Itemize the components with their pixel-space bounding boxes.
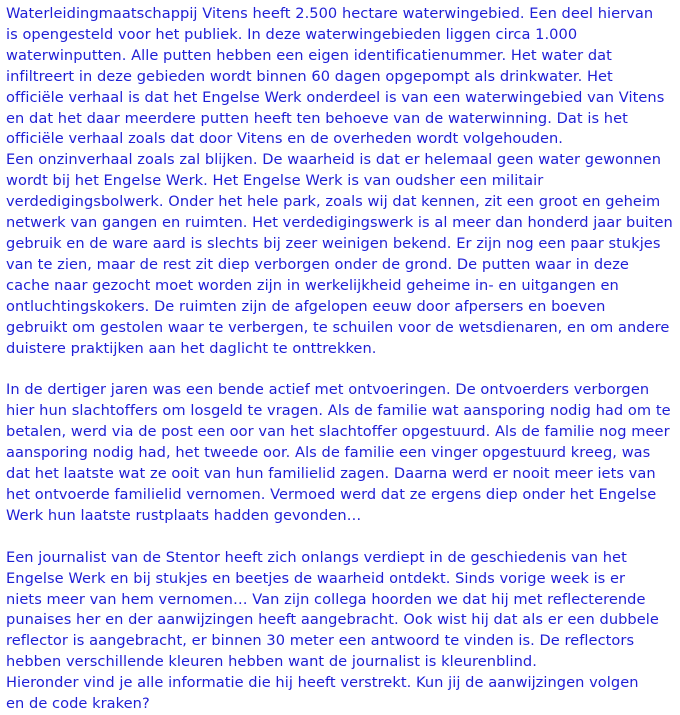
- text-line: hier hun slachtoffers om losgeld te vragen. Als de familie wat aansporing nodig had om te: [6, 402, 671, 420]
- text-line: netwerk van gangen en ruimten. Het verdedigingswerk is al meer dan honderd jaar buiten: [6, 214, 673, 232]
- text-line: het ontvoerde familielid vernomen. Vermoed werd dat ze ergens diep onder het Engelse: [6, 485, 657, 503]
- text-line: Hieronder vind je alle informatie die hij heeft verstrekt. Kun jij de aanwijzingen volgen: [6, 674, 639, 692]
- text-line: cache naar gezocht moet worden zijn in werkelijkheid geheime in- en uitgangen en: [6, 276, 619, 294]
- text-line: wordt bij het Engelse Werk. Het Engelse Werk is van oudsher een militair: [6, 172, 544, 190]
- text-line: duistere praktijken aan het daglicht te onttrekken.: [6, 339, 377, 357]
- paragraph-spacer: [6, 527, 674, 548]
- text-line: Werk hun laatste rustplaats hadden gevonden…: [6, 506, 362, 524]
- text-line: Een onzinverhaal zoals zal blijken. De waarheid is dat er helemaal geen water gewonnen: [6, 151, 662, 169]
- text-line: waterwinputten. Alle putten hebben een eigen identificatienummer. Het water dat: [6, 46, 612, 64]
- text-line: en de code kraken?: [6, 695, 150, 713]
- text-line: punaises her en der aanwijzingen heeft aangebracht. Ook wist hij dat als er een dubbele: [6, 611, 659, 629]
- text-line: officiële verhaal is dat het Engelse Werk onderdeel is van een waterwingebied van Vitens: [6, 88, 665, 106]
- text-line: Een journalist van de Stentor heeft zich onlangs verdiept in de geschiedenis van het: [6, 548, 627, 566]
- text-line: Engelse Werk en bij stukjes en beetjes de waarheid ontdekt. Sinds vorige week is er: [6, 569, 626, 587]
- text-line: gebruik en de ware aard is slechts bij zeer weinigen bekend. Er zijn nog een paar stukjes: [6, 234, 661, 252]
- text-line: officiële verhaal zoals dat door Vitens en de overheden wordt volgehouden.: [6, 130, 563, 148]
- text-line: reflector is aangebracht, er binnen 30 meter een antwoord te vinden is. De reflectors: [6, 632, 635, 650]
- paragraph-intro: [6, 4, 674, 359]
- text-line: infiltreert in deze gebieden wordt binnen 60 dagen opgepompt als drinkwater. Het: [6, 67, 613, 85]
- text-line: ontluchtingskokers. De ruimten zijn de afgelopen eeuw door afpersers en boeven: [6, 297, 606, 315]
- text-line: gebruikt om gestolen waar te verbergen, te schuilen voor de wetsdienaren, en om andere: [6, 318, 670, 336]
- text-line: dat het laatste wat ze ooit van hun familielid zagen. Daarna werd er nooit meer iets van: [6, 465, 656, 483]
- text-line: is opengesteld voor het publiek. In deze waterwingebieden liggen circa 1.000: [6, 25, 578, 43]
- text-line: verdedigingsbolwerk. Onder het hele park, zoals wij dat kennen, zit een groot en geheim: [6, 193, 661, 211]
- text-line: en dat het daar meerdere putten heeft ten behoeve van de waterwinning. Dat is het: [6, 109, 628, 127]
- paragraph-spacer: [6, 359, 674, 380]
- text-line: betalen, werd via de post een oor van het slachtoffer opgestuurd. Als de familie nog meer: [6, 423, 670, 441]
- paragraph-kidnappings: [6, 380, 674, 526]
- text-line: hebben verschillende kleuren hebben want de journalist is kleurenblind.: [6, 653, 537, 671]
- text-line: aansporing nodig had, het tweede oor. Als de familie een vinger opgestuurd kreeg, was: [6, 444, 651, 462]
- text-line: Waterleidingmaatschappij Vitens heeft 2.500 hectare waterwingebied. Een deel hiervan: [6, 5, 654, 22]
- paragraph-journalist: [6, 548, 674, 715]
- text-line: niets meer van hem vernomen… Van zijn collega hoorden we dat hij met reflecterende: [6, 590, 646, 608]
- text-line: In de dertiger jaren was een bende actief met ontvoeringen. De ontvoerders verborgen: [6, 381, 650, 399]
- text-line: van te zien, maar de rest zit diep verborgen onder de grond. De putten waar in deze: [6, 255, 629, 273]
